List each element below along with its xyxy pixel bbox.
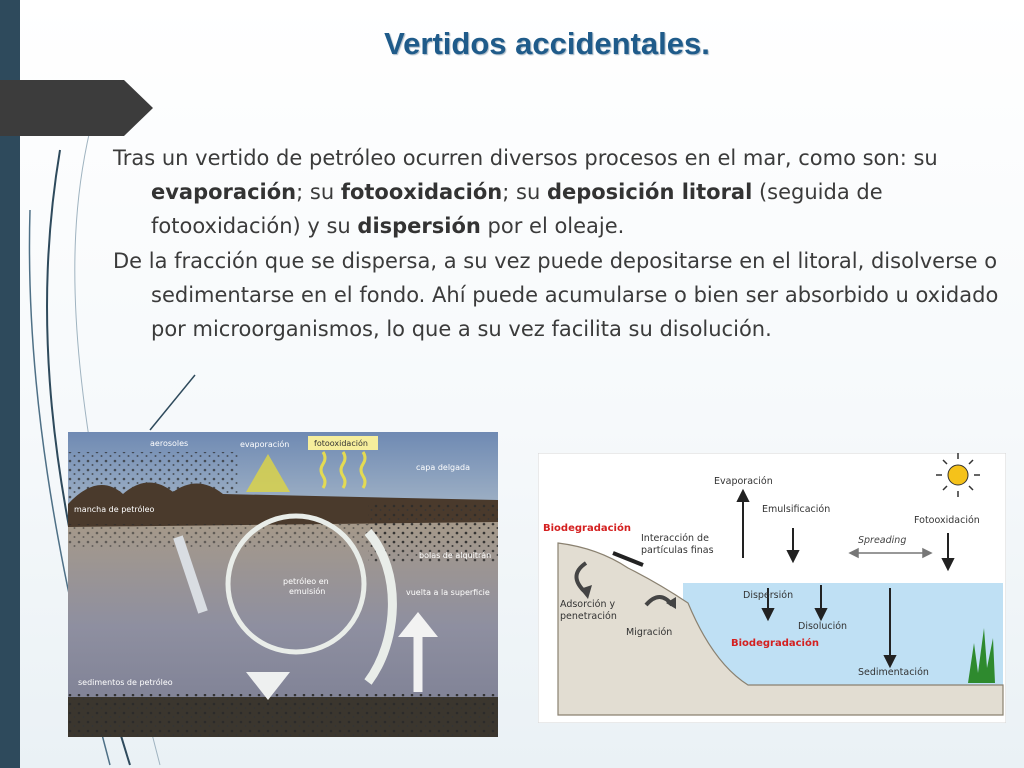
- title-tab-shape: [0, 80, 155, 136]
- bold-dispersion: dispersión: [357, 214, 481, 238]
- oil-spill-diagram: [68, 432, 498, 737]
- label-migracion: Migración: [626, 627, 673, 638]
- label-petroleo-1: petróleo en: [283, 577, 329, 586]
- label-spreading: Spreading: [858, 535, 907, 546]
- label-petroleo-2: emulsión: [289, 587, 326, 596]
- label-aerosoles: aerosoles: [150, 439, 189, 448]
- label-adsorcion-1: Adsorción y: [560, 599, 616, 610]
- label-interaccion-1: Interacción de: [641, 533, 709, 544]
- label-adsorcion-2: penetración: [560, 611, 617, 622]
- bold-fotooxidacion: fotooxidación: [340, 180, 503, 204]
- label-sedimentacion: Sedimentación: [858, 667, 929, 678]
- label-evaporacion: evaporación: [240, 440, 290, 449]
- coastal-process-diagram-frame: [538, 453, 1006, 723]
- label-vuelta: vuelta a la superficie: [406, 588, 490, 597]
- label-fotooxidacion: fotooxidación: [314, 439, 368, 448]
- label-disolucion: Disolución: [798, 621, 848, 632]
- bold-deposicion: deposición litoral: [546, 180, 753, 204]
- label-interaccion-2: partículas finas: [641, 545, 714, 556]
- body-text: [113, 141, 1003, 347]
- label-emulsificacion: Emulsificación: [762, 504, 831, 515]
- label-biodegradacion-mid: Biodegradación: [731, 638, 819, 649]
- label-mancha: mancha de petróleo: [74, 505, 155, 514]
- paragraph-2: De la fracción que se dispersa, a su vez puede depositarse en el litoral, disolverse o sedimentarse en el fondo. Ahí puede acumularse o bien ser absorbido u oxidado por microorganismos, lo que a su vez facilita su disolución.: [113, 249, 999, 341]
- label-bolas: bolas de alquitrán: [419, 551, 492, 560]
- paragraph-1: Tras un vertido de petróleo ocurren diversos procesos en el mar, como son: su evaporación; su fotooxidación; su deposición litoral (seguida de fotooxidación) y su dispersión por el oleaje.: [113, 146, 938, 238]
- coastal-process-diagram: [538, 453, 1006, 723]
- label-fotooxidacion-2: Fotooxidación: [914, 515, 980, 526]
- label-biodegradacion-top: Biodegradación: [543, 523, 631, 534]
- label-dispersion-2: Dispersión: [743, 590, 794, 601]
- label-capa-delgada: capa delgada: [416, 463, 471, 472]
- slide-title: Vertidos accidentales.: [384, 26, 710, 61]
- label-evaporacion-2: Evaporación: [714, 476, 773, 487]
- bold-evaporacion: evaporación: [151, 180, 297, 204]
- label-sedimentos: sedimentos de petróleo: [78, 678, 173, 687]
